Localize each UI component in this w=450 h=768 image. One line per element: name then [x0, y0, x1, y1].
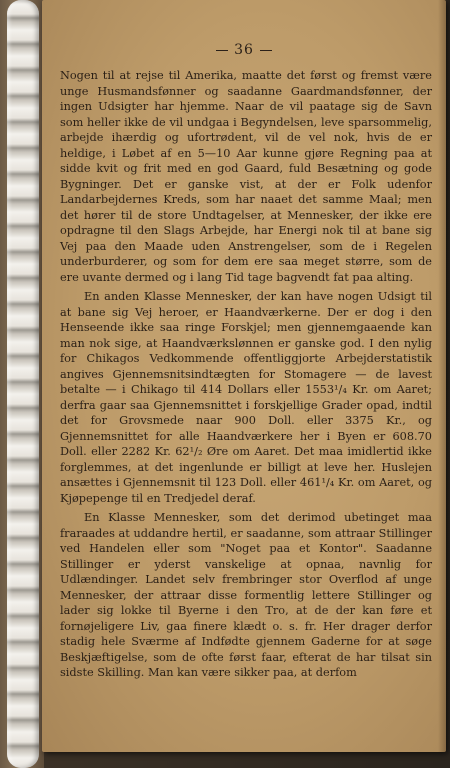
page-number	[42, 42, 446, 58]
page-edge-shadow	[438, 0, 446, 752]
page-text	[60, 68, 432, 685]
bookmark-ribbon	[7, 0, 39, 768]
paragraph: Nogen til at rejse til Amerika, maatte det først og fremst være unge Husmandsfønner og saadanne Gaardmandsfønner, der ingen Udsigter har hjemme. Naar de vil paatage sig de Savn som heller ikke de vil undgaa i Begyndelsen, leve sparsommelig, arbejde ihærdig og ufortrødent, vil de vel nok, hvis de er heldige, i Løbet af en 5—10 Aar kunne gjøre Regning paa at sidde kvit og frit med en god Gaard, fuld Besætning og gode Bygninger. Det er ganske vist, at der er Folk udenfor Landarbejdernes Kreds, som har naaet det samme Maal; men det hører til de store Undtagelser, at Mennesker, der ikke ere opdragne til den Slags Arbejde, har Energi nok til at bane sig Vej paa den Maade uden Anstrengelser, som de i Regelen underburderer, og som for dem ere saa meget større, som de ere uvante dermed og i lang Tid tage bagvendt fat paa alting.	[60, 69, 432, 284]
page-number-value: 36	[234, 42, 254, 58]
dash-right	[260, 50, 272, 51]
paragraph: En Klasse Mennesker, som det derimod ubetinget maa fraraades at uddandre hertil, er saadanne, som attraar Stillinger ved Handelen eller som "Noget paa et Kontor". Saadanne Stillinger er yderst vanskelige at opnaa, navnlig for Udlændinger. Landet selv frembringer stor Overflod af unge Mennesker, der attraar disse formentlig lettere Stillinger og lader sig lokke til Byerne i den Tro, at de der kan føre et fornøjeligere Liv, gaa finere klædt o. s. fr. Her drager derfor stadig hele Sværme af Indfødte gjennem Gaderne for at søge Beskjæftigelse, som de ofte først faar, efterat de har tilsat sin sidste Skilling. Man kan være sikker paa, at derfom	[60, 511, 432, 679]
dash-left	[216, 50, 228, 51]
paragraph: En anden Klasse Mennesker, der kan have nogen Udsigt til at bane sig Vej heroer, er Haandværkerne. Der er dog i den Henseende ikke saa ringe Forskjel; men gjennemgaaende kan man nok sige, at Haandværkslønnen er ganske god. I den nylig for Chikagos Vedkommende offentliggjorte Arbejderstatistik angives Gjennemsnitsindtægten for Stomagere — de lavest betalte — i Chikago til 414 Dollars eller 1553¹/₄ Kr. om Aaret; derfra gaar saa Gjennemsnittet i forskjellige Grader opad, indtil det for Grovsmede naar 900 Doll. eller 3375 Kr., og Gjennemsnittet for alle Haandværkere her i Byen er 608.70 Doll. eller 2282 Kr. 62¹/₂ Øre om Aaret. Det maa imidlertid ikke forglemmes, at det ingenlunde er billigt at leve her. Huslejen ansættes i Gjennemsnit til 123 Doll. eller 461¹/₄ Kr. om Aaret, og Kjøpepenge til en Tredjedel deraf.	[60, 290, 432, 505]
book-page	[42, 0, 446, 752]
